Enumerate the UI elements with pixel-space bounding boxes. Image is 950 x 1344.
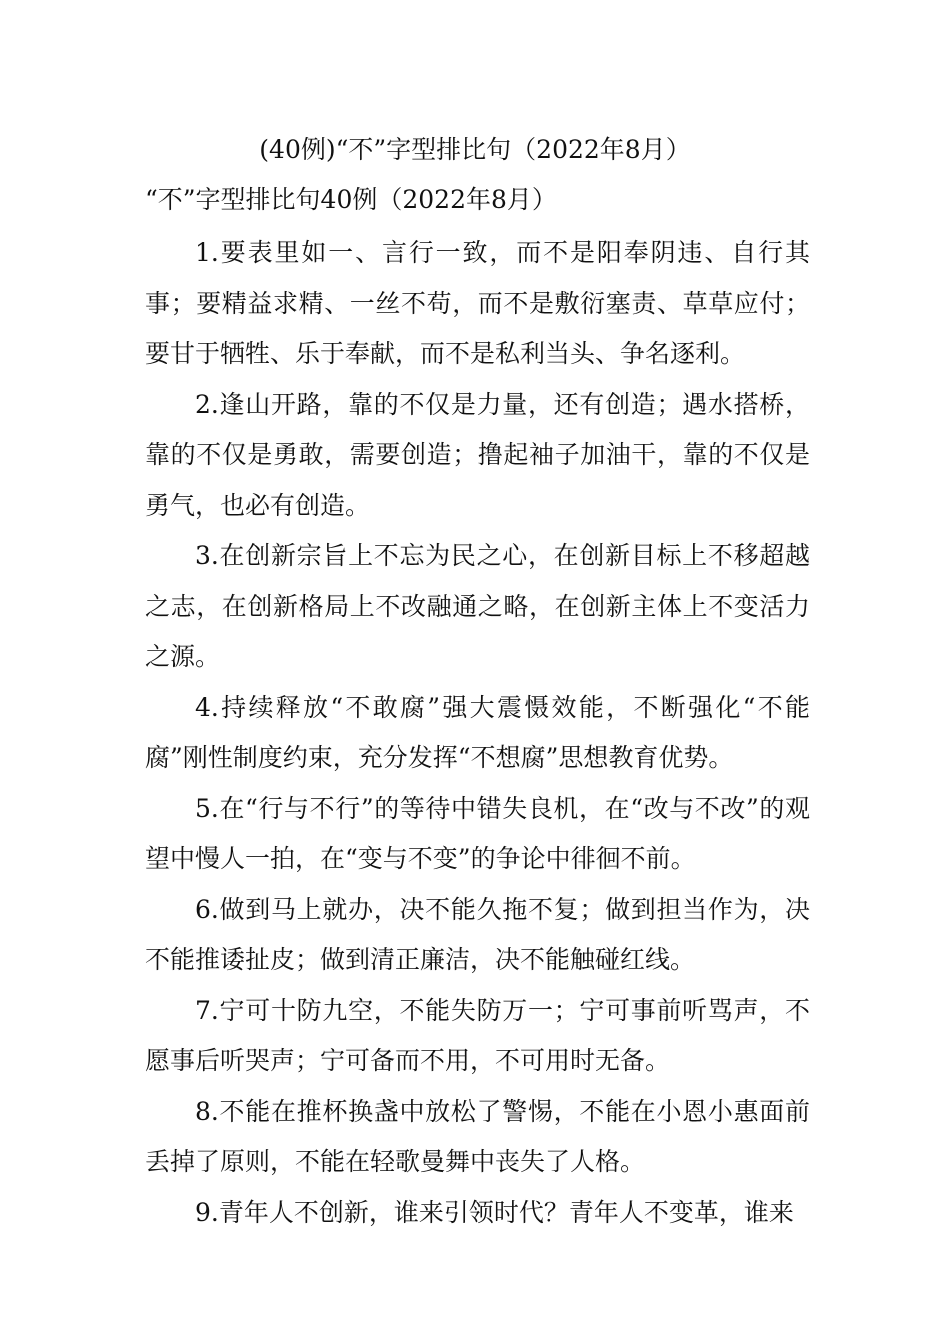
paragraph-5: 5.在“行与不行”的等待中错失良机，在“改与不改”的观望中慢人一拍，在“变与不变”的争论中徘徊不前。 <box>145 793 810 873</box>
document-body <box>145 228 810 1238</box>
paragraph-8: 8.不能在推杯换盏中放松了警惕，不能在小恩小惠面前丢掉了原则，不能在轻歌曼舞中丧失了人格。 <box>145 1096 810 1176</box>
paragraph-3: 3.在创新宗旨上不忘为民之心，在创新目标上不移超越之志，在创新格局上不改融通之略，在创新主体上不变活力之源。 <box>145 541 810 671</box>
paragraph-9: 9.青年人不创新，谁来引领时代？青年人不变革，谁来 <box>195 1197 794 1227</box>
paragraph-1: 1.要表里如一、言行一致，而不是阳奉阴违、自行其事；要精益求精、一丝不苟，而不是敷衍塞责、草草应付；要甘于牺牲、乐于奉献，而不是私利当头、争名逐利。 <box>145 238 810 368</box>
paragraph-6: 6.做到马上就办，决不能久拖不复；做到担当作为，决不能推诿扯皮；做到清正廉洁，决不能触碰红线。 <box>145 894 810 974</box>
paragraph-7: 7.宁可十防九空，不能失防万一；宁可事前听骂声，不愿事后听哭声；宁可备而不用，不可用时无备。 <box>145 995 810 1075</box>
paragraph-2: 2.逢山开路，靠的不仅是力量，还有创造；遇水搭桥，靠的不仅是勇敢，需要创造；撸起袖子加油干，靠的不仅是勇气，也必有创造。 <box>145 389 810 520</box>
document-subtitle: “不”字型排比句40例（2022年8月） <box>145 185 557 214</box>
paragraph-4: 4.持续释放“不敢腐”强大震慑效能，不断强化“不能腐”刚性制度约束，充分发挥“不想腐”思想教育优势。 <box>145 692 810 772</box>
document-title: (40例)“不”字型排比句（2022年8月） <box>259 135 691 164</box>
